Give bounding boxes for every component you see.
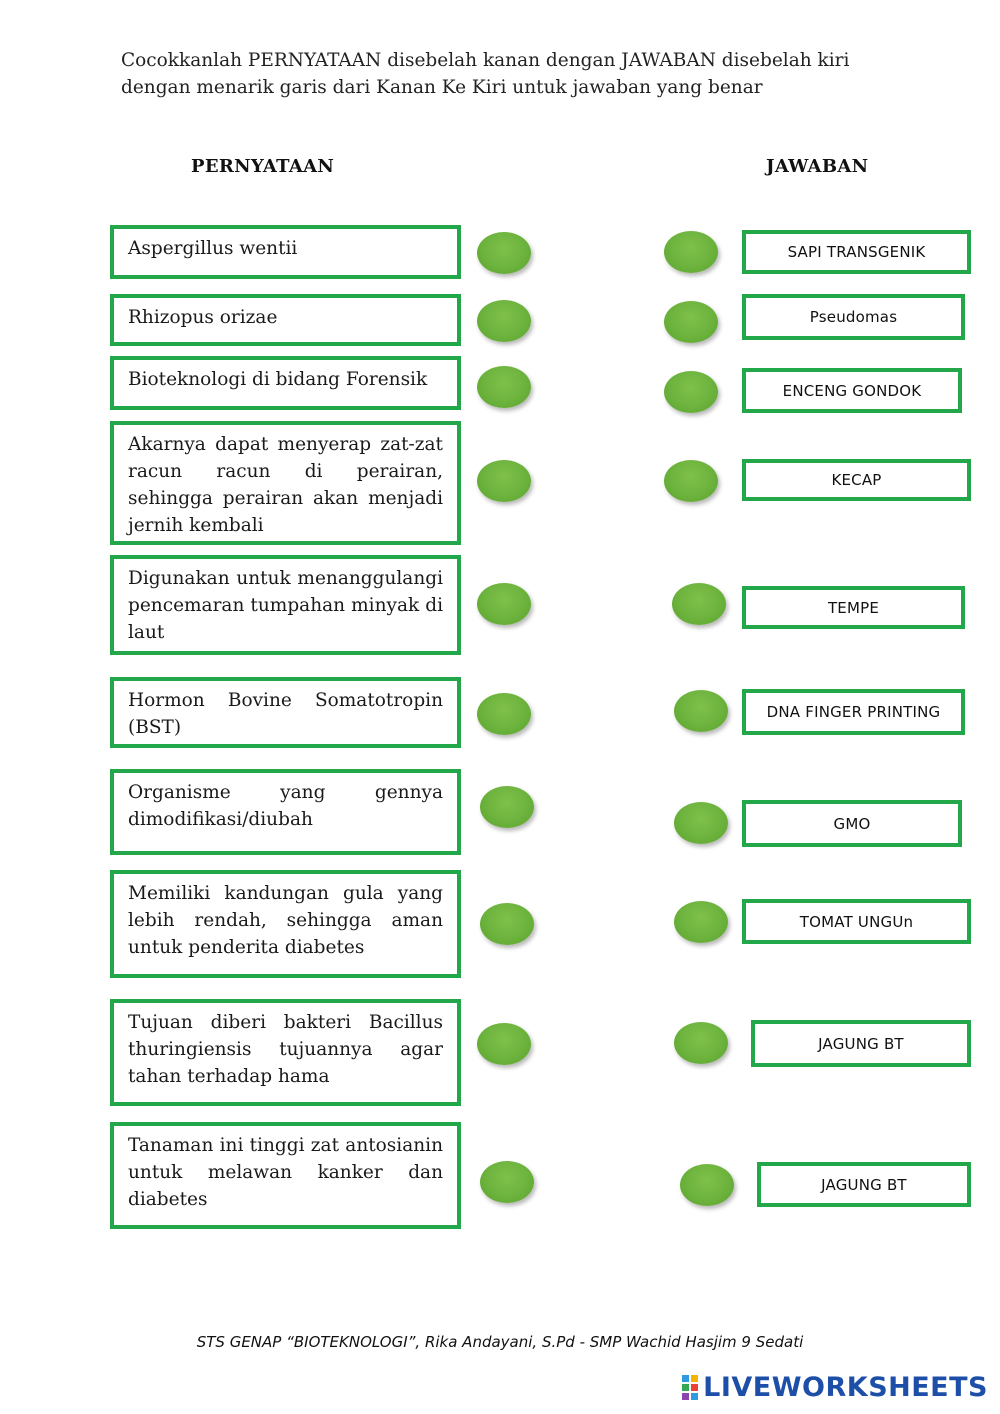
liveworksheets-logo — [682, 1372, 988, 1403]
answer-box-9: JAGUNG BT — [751, 1020, 971, 1067]
answer-box-1: SAPI TRANSGENIK — [742, 230, 971, 274]
statement-text: Rhizopus orizae — [128, 307, 278, 328]
answer-box-4: KECAP — [742, 459, 971, 501]
statement-text: Bioteknologi di bidang Forensik — [128, 369, 428, 390]
statement-connector-dot-2[interactable] — [477, 300, 531, 342]
brand-text: LIVEWORKSHEETS — [703, 1372, 988, 1403]
answer-connector-dot-2[interactable] — [664, 301, 718, 343]
statement-text: Digunakan untuk menanggulangi pencemaran tumpahan minyak di laut — [128, 568, 443, 643]
statement-connector-dot-9[interactable] — [477, 1023, 531, 1065]
statement-text: Organisme yang gennya dimodifikasi/diubah — [128, 782, 443, 830]
statement-text: Hormon Bovine Somatotropin (BST) — [128, 690, 443, 738]
answer-connector-dot-3[interactable] — [664, 371, 718, 413]
statement-text: Aspergillus wentii — [128, 238, 298, 259]
statement-box-9 — [110, 999, 461, 1106]
instruction-text: Cocokkanlah PERNYATAAN disebelah kanan dengan JAWABAN disebelah kiri dengan menarik garis dari Kanan Ke Kiri untuk jawaban yang benar — [121, 50, 850, 98]
statement-box-1 — [110, 225, 461, 279]
statement-text: Tujuan diberi bakteri Bacillus thuringiensis tujuannya agar tahan terhadap hama — [128, 1012, 443, 1087]
answer-connector-dot-9[interactable] — [674, 1022, 728, 1064]
statement-text: Tanaman ini tinggi zat antosianin untuk melawan kanker dan diabetes — [128, 1135, 443, 1210]
statement-connector-dot-1[interactable] — [477, 232, 531, 274]
statement-connector-dot-7[interactable] — [480, 786, 534, 828]
statement-connector-dot-10[interactable] — [480, 1161, 534, 1203]
statement-box-10 — [110, 1122, 461, 1229]
statement-connector-dot-6[interactable] — [477, 693, 531, 735]
answer-box-7: GMO — [742, 800, 962, 847]
answer-box-2: Pseudomas — [742, 294, 965, 340]
statement-text: Memiliki kandungan gula yang lebih rendah, sehingga aman untuk penderita diabetes — [128, 883, 443, 958]
liveworksheets-grid-icon — [682, 1375, 698, 1400]
answer-connector-dot-10[interactable] — [680, 1164, 734, 1206]
statement-text: Akarnya dapat menyerap zat-zat racun racun di perairan, sehingga perairan akan menjadi jernih kembali — [128, 434, 443, 536]
statement-connector-dot-8[interactable] — [480, 903, 534, 945]
answer-connector-dot-4[interactable] — [664, 460, 718, 502]
answer-box-5: TEMPE — [742, 586, 965, 629]
statement-connector-dot-5[interactable] — [477, 583, 531, 625]
answer-box-10: JAGUNG BT — [757, 1162, 971, 1207]
answer-connector-dot-6[interactable] — [674, 690, 728, 732]
answer-box-3: ENCENG GONDOK — [742, 368, 962, 413]
answer-connector-dot-1[interactable] — [664, 231, 718, 273]
header-jawaban: JAWABAN — [766, 156, 869, 177]
statement-box-6 — [110, 677, 461, 748]
answer-box-6: DNA FINGER PRINTING — [742, 689, 965, 735]
statement-box-4 — [110, 421, 461, 545]
statement-box-8 — [110, 870, 461, 978]
answer-connector-dot-7[interactable] — [674, 802, 728, 844]
answer-connector-dot-8[interactable] — [674, 901, 728, 943]
answer-connector-dot-5[interactable] — [672, 583, 726, 625]
statement-connector-dot-4[interactable] — [477, 460, 531, 502]
statement-connector-dot-3[interactable] — [477, 366, 531, 408]
footer-credit: STS GENAP “BIOTEKNOLOGI”, Rika Andayani, S.Pd - SMP Wachid Hasjim 9 Sedati — [196, 1333, 804, 1351]
statement-box-5 — [110, 555, 461, 655]
statement-box-2 — [110, 294, 461, 346]
answer-box-8: TOMAT UNGUn — [742, 899, 971, 944]
statement-box-7 — [110, 769, 461, 855]
statement-box-3 — [110, 356, 461, 410]
header-pernyataan: PERNYATAAN — [191, 156, 335, 177]
